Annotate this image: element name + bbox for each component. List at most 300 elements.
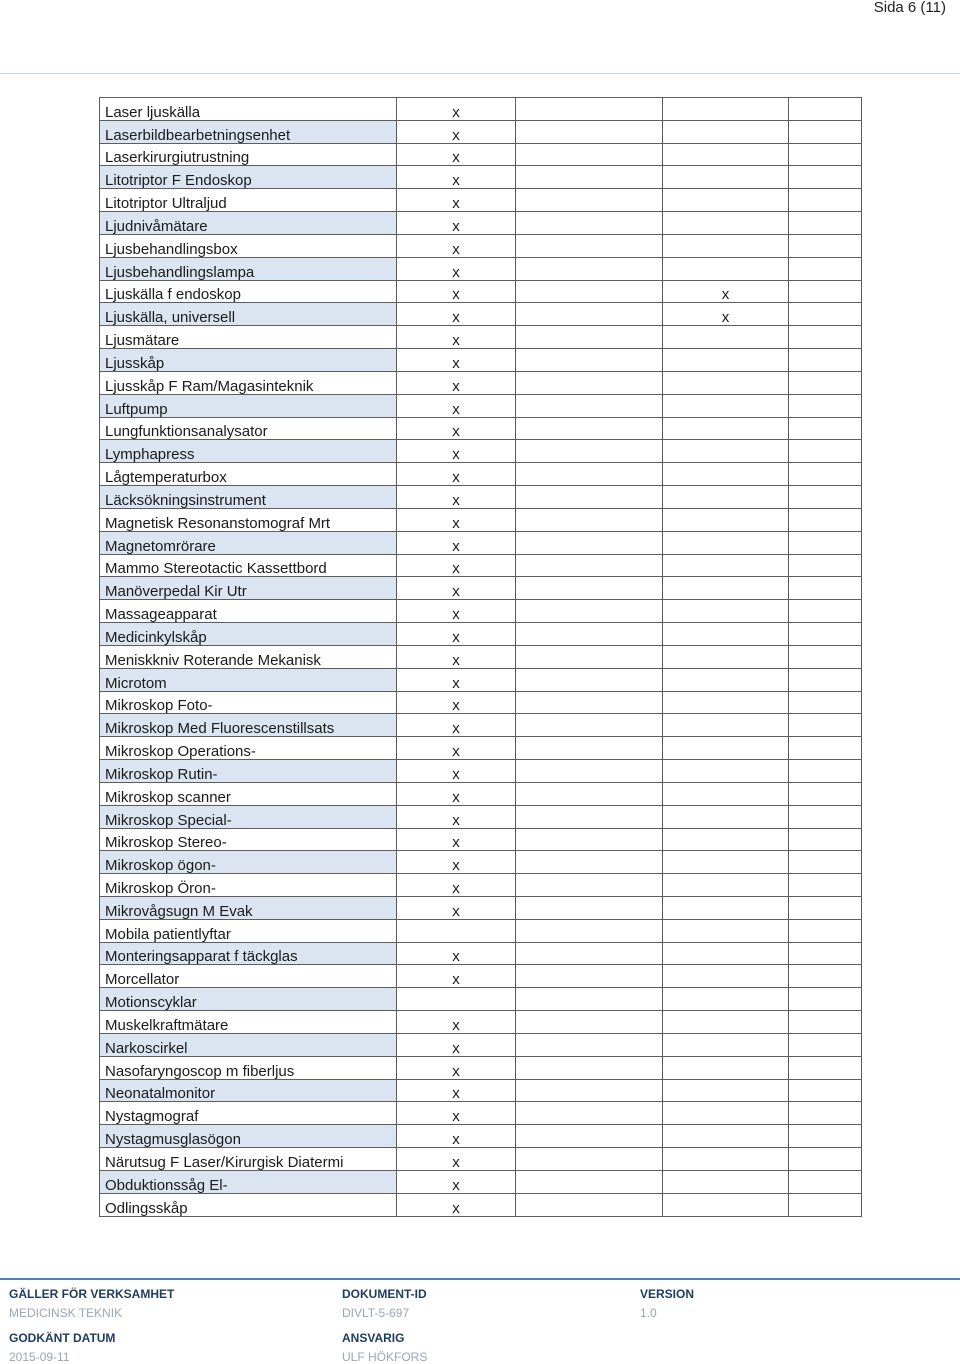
equipment-name-cell: Ljudnivåmätare (100, 212, 397, 235)
mark-cell-3 (663, 1011, 789, 1034)
equipment-name-cell: Magnetomrörare (100, 531, 397, 554)
mark-cell-2 (516, 326, 663, 349)
mark-cell-4 (789, 919, 862, 942)
mark-cell-4 (789, 1033, 862, 1056)
equipment-name-cell: Laserkirurgiutrustning (100, 143, 397, 166)
table-row (100, 1079, 862, 1102)
mark-cell-1: x (397, 1056, 516, 1079)
footer-dokument-label: DOKUMENT-ID (342, 1287, 427, 1301)
mark-cell-3 (663, 1056, 789, 1079)
mark-cell-4 (789, 371, 862, 394)
mark-cell-2 (516, 189, 663, 212)
table-row (100, 486, 862, 509)
mark-cell-2 (516, 417, 663, 440)
mark-cell-3 (663, 1148, 789, 1171)
mark-cell-1: x (397, 257, 516, 280)
mark-cell-2 (516, 577, 663, 600)
footer-version-label: VERSION (640, 1287, 695, 1301)
table-row (100, 600, 862, 623)
mark-cell-1: x (397, 1125, 516, 1148)
mark-cell-4 (789, 1148, 862, 1171)
mark-cell-2 (516, 257, 663, 280)
equipment-name-cell: Närutsug F Laser/Kirurgisk Diatermi (100, 1148, 397, 1171)
mark-cell-1: x (397, 440, 516, 463)
mark-cell-2 (516, 394, 663, 417)
mark-cell-1: x (397, 851, 516, 874)
mark-cell-4 (789, 1170, 862, 1193)
table-row (100, 531, 862, 554)
mark-cell-1: x (397, 1033, 516, 1056)
mark-cell-1: x (397, 1170, 516, 1193)
equipment-name-cell: Mikroskop ögon- (100, 851, 397, 874)
mark-cell-4 (789, 577, 862, 600)
mark-cell-4 (789, 189, 862, 212)
mark-cell-2 (516, 828, 663, 851)
mark-cell-1: x (397, 98, 516, 121)
equipment-name-cell: Mikroskop scanner (100, 782, 397, 805)
mark-cell-3 (663, 326, 789, 349)
mark-cell-3 (663, 623, 789, 646)
mark-cell-1: x (397, 234, 516, 257)
mark-cell-1: x (397, 554, 516, 577)
page-number: Sida 6 (11) (873, 0, 946, 16)
mark-cell-3 (663, 874, 789, 897)
mark-cell-1: x (397, 645, 516, 668)
mark-cell-3 (663, 417, 789, 440)
table-row (100, 714, 862, 737)
mark-cell-3 (663, 1193, 789, 1216)
footer-ansvarig-value: ULF HÖKFORS (342, 1350, 428, 1364)
mark-cell-2 (516, 440, 663, 463)
mark-cell-3 (663, 1033, 789, 1056)
mark-cell-3 (663, 234, 789, 257)
mark-cell-4 (789, 394, 862, 417)
mark-cell-3 (663, 805, 789, 828)
mark-cell-1: x (397, 1148, 516, 1171)
mark-cell-3 (663, 988, 789, 1011)
table-row (100, 851, 862, 874)
mark-cell-3 (663, 942, 789, 965)
mark-cell-1: x (397, 577, 516, 600)
mark-cell-1: x (397, 463, 516, 486)
equipment-name-cell: Meniskkniv Roterande Mekanisk (100, 645, 397, 668)
equipment-name-cell: Neonatalmonitor (100, 1079, 397, 1102)
footer-dokument-value: DIVLT-5-697 (342, 1306, 410, 1320)
table-row (100, 1193, 862, 1216)
mark-cell-2 (516, 942, 663, 965)
equipment-name-cell: Magnetisk Resonanstomograf Mrt (100, 508, 397, 531)
mark-cell-1 (397, 919, 516, 942)
mark-cell-1: x (397, 303, 516, 326)
mark-cell-1: x (397, 189, 516, 212)
equipment-name-cell: Mikroskop Rutin- (100, 760, 397, 783)
mark-cell-3 (663, 349, 789, 372)
table-row (100, 668, 862, 691)
equipment-name-cell: Microtom (100, 668, 397, 691)
table-row (100, 1125, 862, 1148)
table-row (100, 623, 862, 646)
header-divider (0, 73, 960, 74)
mark-cell-3 (663, 554, 789, 577)
table-row (100, 234, 862, 257)
mark-cell-2 (516, 98, 663, 121)
mark-cell-3 (663, 463, 789, 486)
equipment-name-cell: Lågtemperaturbox (100, 463, 397, 486)
equipment-name-cell: Narkoscirkel (100, 1033, 397, 1056)
mark-cell-3 (663, 212, 789, 235)
mark-cell-2 (516, 714, 663, 737)
mark-cell-3: x (663, 303, 789, 326)
mark-cell-2 (516, 508, 663, 531)
table-row (100, 1056, 862, 1079)
mark-cell-2 (516, 805, 663, 828)
mark-cell-3 (663, 440, 789, 463)
table-row (100, 257, 862, 280)
mark-cell-4 (789, 1056, 862, 1079)
mark-cell-2 (516, 303, 663, 326)
mark-cell-2 (516, 280, 663, 303)
mark-cell-4 (789, 508, 862, 531)
mark-cell-2 (516, 919, 663, 942)
mark-cell-3 (663, 257, 789, 280)
mark-cell-2 (516, 874, 663, 897)
mark-cell-4 (789, 234, 862, 257)
table-row (100, 645, 862, 668)
table-row (100, 782, 862, 805)
mark-cell-2 (516, 212, 663, 235)
mark-cell-4 (789, 417, 862, 440)
table-row (100, 988, 862, 1011)
mark-cell-1: x (397, 896, 516, 919)
footer-verksamhet-label: GÄLLER FÖR VERKSAMHET (9, 1287, 175, 1301)
mark-cell-3 (663, 965, 789, 988)
table-row (100, 942, 862, 965)
mark-cell-4 (789, 760, 862, 783)
mark-cell-4 (789, 965, 862, 988)
mark-cell-2 (516, 1079, 663, 1102)
mark-cell-2 (516, 463, 663, 486)
mark-cell-2 (516, 896, 663, 919)
equipment-name-cell: Mikroskop Special- (100, 805, 397, 828)
mark-cell-4 (789, 600, 862, 623)
mark-cell-3 (663, 600, 789, 623)
mark-cell-2 (516, 234, 663, 257)
mark-cell-4 (789, 531, 862, 554)
mark-cell-4 (789, 874, 862, 897)
mark-cell-1: x (397, 691, 516, 714)
table-row (100, 1170, 862, 1193)
table-row (100, 417, 862, 440)
table-row (100, 166, 862, 189)
table-row (100, 1148, 862, 1171)
mark-cell-2 (516, 120, 663, 143)
table-row (100, 371, 862, 394)
table-row (100, 98, 862, 121)
table-row (100, 737, 862, 760)
equipment-name-cell: Mobila patientlyftar (100, 919, 397, 942)
mark-cell-1: x (397, 280, 516, 303)
mark-cell-2 (516, 371, 663, 394)
equipment-name-cell: Läcksökningsinstrument (100, 486, 397, 509)
mark-cell-2 (516, 623, 663, 646)
equipment-name-cell: Mikroskop Med Fluorescenstillsats (100, 714, 397, 737)
mark-cell-3 (663, 851, 789, 874)
mark-cell-4 (789, 668, 862, 691)
mark-cell-3 (663, 577, 789, 600)
mark-cell-1: x (397, 143, 516, 166)
mark-cell-2 (516, 1148, 663, 1171)
equipment-name-cell: Litotriptor F Endoskop (100, 166, 397, 189)
mark-cell-4 (789, 805, 862, 828)
mark-cell-2 (516, 166, 663, 189)
mark-cell-1: x (397, 668, 516, 691)
mark-cell-4 (789, 851, 862, 874)
mark-cell-4 (789, 828, 862, 851)
table-row (100, 1102, 862, 1125)
mark-cell-1: x (397, 326, 516, 349)
footer-datum-label: GODKÄNT DATUM (9, 1331, 116, 1345)
equipment-name-cell: Ljusskåp (100, 349, 397, 372)
mark-cell-2 (516, 531, 663, 554)
footer-datum-value: 2015-09-11 (9, 1350, 70, 1364)
table-row (100, 919, 862, 942)
mark-cell-3: x (663, 280, 789, 303)
equipment-table (99, 97, 862, 1217)
mark-cell-1: x (397, 371, 516, 394)
equipment-name-cell: Lymphapress (100, 440, 397, 463)
equipment-name-cell: Medicinkylskåp (100, 623, 397, 646)
table-row (100, 212, 862, 235)
mark-cell-4 (789, 212, 862, 235)
mark-cell-3 (663, 508, 789, 531)
mark-cell-1: x (397, 166, 516, 189)
mark-cell-1: x (397, 531, 516, 554)
mark-cell-2 (516, 691, 663, 714)
mark-cell-2 (516, 782, 663, 805)
mark-cell-3 (663, 189, 789, 212)
mark-cell-3 (663, 1079, 789, 1102)
table-row (100, 896, 862, 919)
mark-cell-4 (789, 714, 862, 737)
footer-divider (0, 1278, 960, 1280)
mark-cell-2 (516, 1125, 663, 1148)
mark-cell-4 (789, 623, 862, 646)
mark-cell-1: x (397, 965, 516, 988)
mark-cell-3 (663, 1102, 789, 1125)
mark-cell-3 (663, 714, 789, 737)
footer-ansvarig-label: ANSVARIG (342, 1331, 405, 1345)
table-row (100, 805, 862, 828)
mark-cell-1: x (397, 600, 516, 623)
mark-cell-2 (516, 1011, 663, 1034)
mark-cell-1: x (397, 1011, 516, 1034)
mark-cell-3 (663, 371, 789, 394)
equipment-name-cell: Litotriptor Ultraljud (100, 189, 397, 212)
mark-cell-1: x (397, 714, 516, 737)
mark-cell-3 (663, 896, 789, 919)
mark-cell-1 (397, 988, 516, 1011)
equipment-name-cell: Motionscyklar (100, 988, 397, 1011)
mark-cell-3 (663, 828, 789, 851)
mark-cell-2 (516, 965, 663, 988)
mark-cell-1: x (397, 486, 516, 509)
table-row (100, 440, 862, 463)
equipment-name-cell: Mikroskop Operations- (100, 737, 397, 760)
mark-cell-2 (516, 1170, 663, 1193)
equipment-name-cell: Monteringsapparat f täckglas (100, 942, 397, 965)
mark-cell-4 (789, 166, 862, 189)
equipment-name-cell: Nystagmograf (100, 1102, 397, 1125)
mark-cell-2 (516, 737, 663, 760)
mark-cell-4 (789, 1011, 862, 1034)
equipment-name-cell: Ljusmätare (100, 326, 397, 349)
table-row (100, 303, 862, 326)
mark-cell-4 (789, 1193, 862, 1216)
equipment-name-cell: Ljusskåp F Ram/Magasinteknik (100, 371, 397, 394)
mark-cell-2 (516, 600, 663, 623)
mark-cell-3 (663, 1125, 789, 1148)
mark-cell-3 (663, 919, 789, 942)
mark-cell-4 (789, 942, 862, 965)
mark-cell-4 (789, 1079, 862, 1102)
mark-cell-2 (516, 1056, 663, 1079)
mark-cell-3 (663, 760, 789, 783)
mark-cell-3 (663, 782, 789, 805)
equipment-name-cell: Ljusbehandlingslampa (100, 257, 397, 280)
table-row (100, 326, 862, 349)
mark-cell-1: x (397, 1102, 516, 1125)
equipment-name-cell: Nasofaryngoscop m fiberljus (100, 1056, 397, 1079)
table-row (100, 463, 862, 486)
footer-verksamhet-value: MEDICINSK TEKNIK (9, 1306, 123, 1320)
mark-cell-1: x (397, 623, 516, 646)
mark-cell-1: x (397, 508, 516, 531)
equipment-name-cell: Mikroskop Öron- (100, 874, 397, 897)
equipment-name-cell: Mammo Stereotactic Kassettbord (100, 554, 397, 577)
mark-cell-2 (516, 1102, 663, 1125)
equipment-name-cell: Mikroskop Foto- (100, 691, 397, 714)
mark-cell-4 (789, 896, 862, 919)
equipment-name-cell: Muskelkraftmätare (100, 1011, 397, 1034)
table-row (100, 760, 862, 783)
mark-cell-4 (789, 98, 862, 121)
mark-cell-2 (516, 668, 663, 691)
table-row (100, 394, 862, 417)
equipment-name-cell: Ljuskälla f endoskop (100, 280, 397, 303)
table-row (100, 189, 862, 212)
mark-cell-2 (516, 760, 663, 783)
mark-cell-2 (516, 1033, 663, 1056)
equipment-name-cell: Ljuskälla, universell (100, 303, 397, 326)
equipment-name-cell: Luftpump (100, 394, 397, 417)
equipment-name-cell: Morcellator (100, 965, 397, 988)
mark-cell-4 (789, 280, 862, 303)
mark-cell-3 (663, 1170, 789, 1193)
mark-cell-1: x (397, 212, 516, 235)
mark-cell-1: x (397, 782, 516, 805)
mark-cell-1: x (397, 349, 516, 372)
table-row (100, 349, 862, 372)
mark-cell-2 (516, 851, 663, 874)
equipment-name-cell: Laserbildbearbetningsenhet (100, 120, 397, 143)
mark-cell-4 (789, 486, 862, 509)
mark-cell-4 (789, 691, 862, 714)
table-row (100, 554, 862, 577)
equipment-name-cell: Lungfunktionsanalysator (100, 417, 397, 440)
mark-cell-1: x (397, 760, 516, 783)
mark-cell-2 (516, 645, 663, 668)
table-row (100, 691, 862, 714)
table-row (100, 280, 862, 303)
mark-cell-4 (789, 120, 862, 143)
mark-cell-4 (789, 349, 862, 372)
mark-cell-3 (663, 737, 789, 760)
mark-cell-1: x (397, 1079, 516, 1102)
mark-cell-4 (789, 554, 862, 577)
mark-cell-4 (789, 440, 862, 463)
equipment-name-cell: Odlingsskåp (100, 1193, 397, 1216)
table-row (100, 1033, 862, 1056)
mark-cell-2 (516, 988, 663, 1011)
mark-cell-3 (663, 691, 789, 714)
mark-cell-1: x (397, 737, 516, 760)
table-row (100, 965, 862, 988)
mark-cell-3 (663, 486, 789, 509)
mark-cell-2 (516, 1193, 663, 1216)
footer-version-value: 1.0 (640, 1306, 657, 1320)
mark-cell-4 (789, 1125, 862, 1148)
mark-cell-3 (663, 531, 789, 554)
mark-cell-1: x (397, 394, 516, 417)
table-row (100, 508, 862, 531)
mark-cell-1: x (397, 417, 516, 440)
mark-cell-1: x (397, 1193, 516, 1216)
mark-cell-4 (789, 737, 862, 760)
mark-cell-4 (789, 645, 862, 668)
mark-cell-3 (663, 668, 789, 691)
mark-cell-1: x (397, 942, 516, 965)
table-row (100, 120, 862, 143)
mark-cell-1: x (397, 120, 516, 143)
mark-cell-1: x (397, 805, 516, 828)
mark-cell-3 (663, 645, 789, 668)
equipment-name-cell: Nystagmusglasögon (100, 1125, 397, 1148)
table-row (100, 874, 862, 897)
equipment-name-cell: Manöverpedal Kir Utr (100, 577, 397, 600)
table-row (100, 577, 862, 600)
mark-cell-4 (789, 257, 862, 280)
mark-cell-4 (789, 463, 862, 486)
equipment-name-cell: Obduktionssåg El- (100, 1170, 397, 1193)
table-row (100, 828, 862, 851)
mark-cell-4 (789, 1102, 862, 1125)
mark-cell-1: x (397, 874, 516, 897)
mark-cell-3 (663, 120, 789, 143)
equipment-name-cell: Mikroskop Stereo- (100, 828, 397, 851)
mark-cell-3 (663, 98, 789, 121)
mark-cell-3 (663, 143, 789, 166)
mark-cell-2 (516, 143, 663, 166)
mark-cell-2 (516, 486, 663, 509)
mark-cell-4 (789, 143, 862, 166)
mark-cell-1: x (397, 828, 516, 851)
mark-cell-2 (516, 554, 663, 577)
table-row (100, 1011, 862, 1034)
mark-cell-2 (516, 349, 663, 372)
mark-cell-4 (789, 326, 862, 349)
mark-cell-4 (789, 988, 862, 1011)
mark-cell-3 (663, 166, 789, 189)
